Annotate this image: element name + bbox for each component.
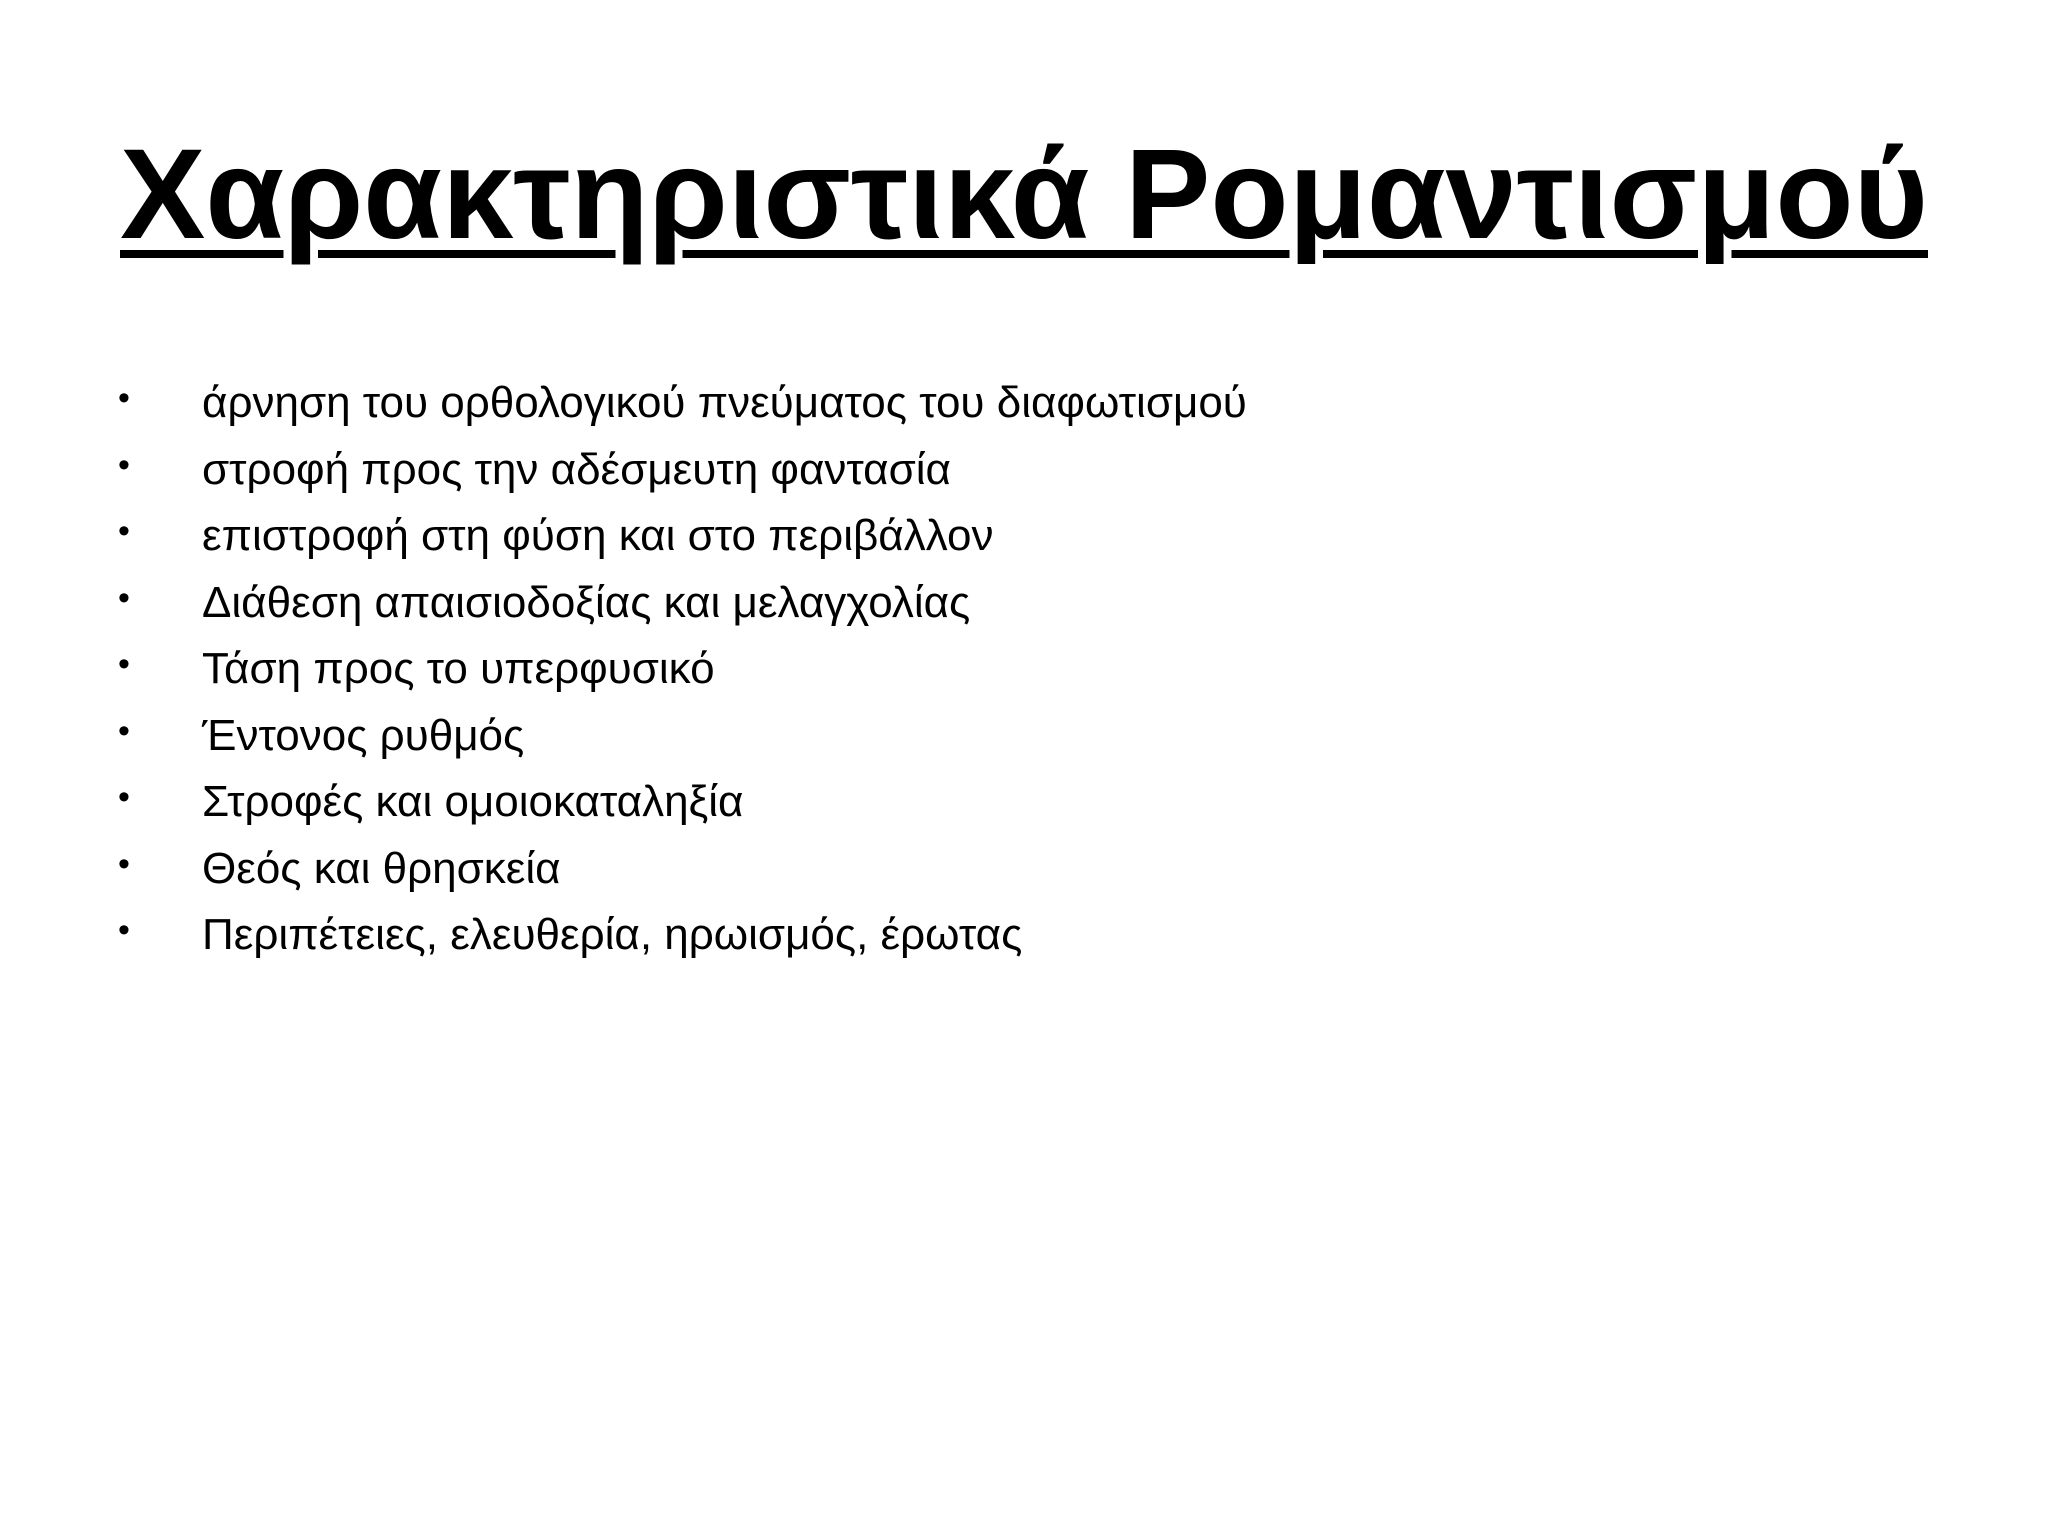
bullet-list bbox=[118, 370, 1247, 969]
bullet-icon: • bbox=[118, 645, 130, 683]
list-item bbox=[118, 703, 1247, 770]
list-item-text: επιστροφή στη φύση και στο περιβάλλον bbox=[202, 511, 994, 560]
list-item-text: Τάση προς το υπερφυσικό bbox=[202, 644, 715, 693]
list-item bbox=[118, 503, 1247, 570]
bullet-icon: • bbox=[118, 778, 130, 816]
list-item-text: στροφή προς την αδέσμευτη φαντασία bbox=[202, 444, 951, 494]
list-item bbox=[118, 769, 1247, 836]
list-item bbox=[118, 836, 1247, 903]
list-item-text: Διάθεση απαισιοδοξίας και μελαγχολίας bbox=[202, 577, 971, 627]
bullet-icon: • bbox=[118, 911, 130, 949]
slide-title: Χαρακτηριστικά Ρομαντισμού bbox=[120, 123, 1928, 266]
list-item-text: Θεός και θρησκεία bbox=[202, 843, 561, 893]
list-item bbox=[118, 636, 1247, 703]
bullet-icon: • bbox=[118, 379, 130, 417]
list-item bbox=[118, 437, 1247, 504]
bullet-icon: • bbox=[118, 711, 130, 750]
list-item-text: άρνηση του ορθολογικού πνεύματος του διαφωτισμού bbox=[202, 378, 1247, 427]
list-item-text: Έντονος ρυθμός bbox=[202, 710, 525, 760]
list-item-text: Στροφές και ομοιοκαταληξία bbox=[202, 777, 744, 826]
bullet-icon: • bbox=[118, 445, 130, 484]
bullet-icon: • bbox=[118, 844, 130, 883]
bullet-icon: • bbox=[118, 512, 130, 550]
list-item bbox=[118, 570, 1247, 637]
list-item bbox=[118, 902, 1247, 969]
list-item bbox=[118, 370, 1247, 437]
list-item-text: Περιπέτειες, ελευθερία, ηρωισμός, έρωτας bbox=[202, 910, 1023, 959]
bullet-icon: • bbox=[118, 578, 130, 617]
